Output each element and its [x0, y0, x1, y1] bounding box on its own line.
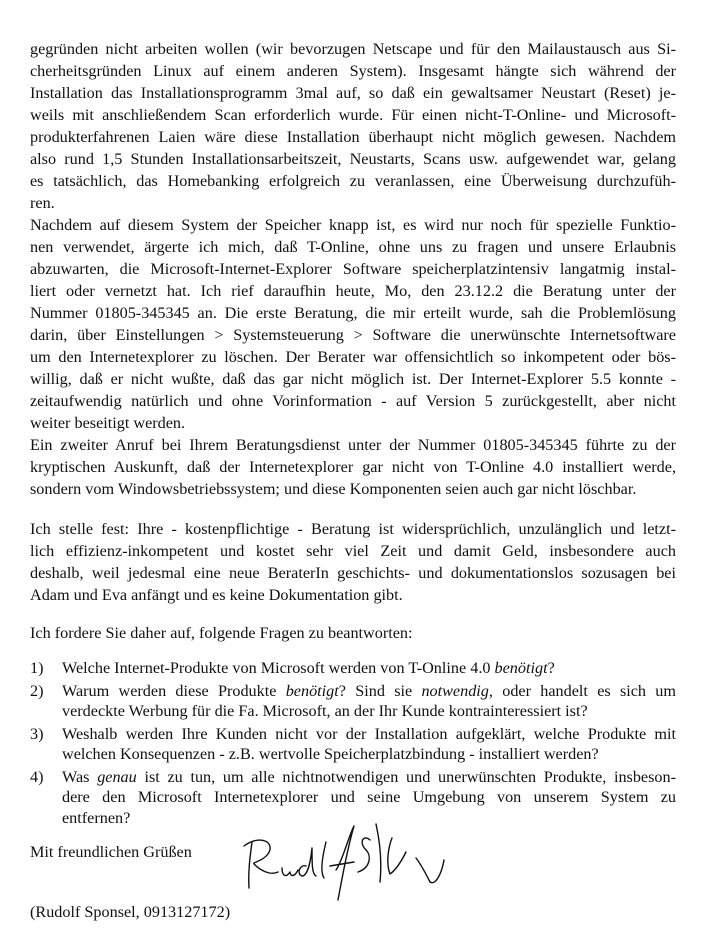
letter-page: [30, 0, 708, 945]
text-line: um den Internetexplorer zu löschen. Der Berater war offensichtlich so inkompetent oder bös-: [30, 348, 676, 366]
text-line: deshalb, weil jedesmal eine neue BeraterIn geschichts- und dokumentationslos sozusagen bei: [30, 564, 676, 582]
text-line: Was genau ist zu tun, um alle nichtnotwendigen und unerwünschten Produkte, insbeson-: [62, 767, 676, 786]
text-line: weils mit anschließendem Scan erforderlich wurde. Für einen nicht-T-Online- und Microsoft-: [30, 106, 676, 124]
text-line: sondern vom Windowsbetriebssystem; und diese Komponenten seien auch gar nicht löschbar.: [30, 480, 637, 498]
question-item: [30, 658, 676, 679]
text-line: lich effizienz-inkompetent und kostet sehr viel Zeit und damit Geld, insbesondere auch: [30, 542, 676, 560]
text-line: dere den Microsoft Internetexplorer und seine Umgebung von unserem System zu: [62, 788, 676, 806]
text-line: welchen Konsequenzen - z.B. wertvolle Speicherplatzbindung - installiert werden?: [62, 745, 599, 763]
text-line: Warum werden diese Produkte benötigt? Sind sie notwendig, oder handelt es sich um: [62, 681, 676, 700]
text-line: willig, daß er nicht wußte, daß das gar nicht möglich ist. Der Internet-Explorer 5.5 konnte -: [30, 370, 676, 388]
paragraph-request: [30, 622, 676, 644]
text-line: entfernen?: [62, 808, 131, 827]
sender-line: (Rudolf Sponsel, 0913127172): [30, 903, 231, 921]
text-line: Adam und Eva anfängt und es keine Dokumentation gibt.: [30, 586, 403, 604]
text-line: verdeckte Werbung für die Fa. Microsoft, an der Ihr Kunde kontrainteressiert ist?: [62, 702, 588, 720]
question-number: 3): [30, 724, 44, 743]
question-list: [30, 658, 676, 830]
closing-greeting: Mit freundlichen Grüßen: [30, 843, 192, 861]
text-line: ren.: [30, 194, 55, 212]
paragraph-statement: [30, 518, 676, 606]
text-line: also rund 1,5 Stunden Installationsarbeitszeit, Neustarts, Scans usw. aufgewendet war, gelang: [30, 150, 676, 168]
text-line: produkterfahrenen Laien wäre diese Installation überhaupt nicht möglich gewesen. Nachdem: [30, 128, 676, 146]
text-line: gegründen nicht arbeiten wollen (wir bevorzugen Netscape und für den Mailaustausch aus Si-: [30, 40, 676, 58]
text-line: Ich stelle fest: Ihre - kostenpflichtige - Beratung ist widersprüchlich, unzulänglich und letzt-: [30, 520, 676, 538]
signature-image: [230, 812, 460, 912]
question-number: 1): [30, 659, 44, 677]
text-line: Weshalb werden Ihre Kunden nicht vor der Installation aufgeklärt, welche Produkte mit: [62, 724, 676, 743]
text-line: Ein zweiter Anruf bei Ihrem Beratungsdienst unter der Nummer 01805-345345 führte zu der: [30, 436, 676, 454]
text-line: es tatsächlich, das Homebanking erfolgreich zu veranlassen, eine Überweisung durchzufüh-: [30, 172, 676, 190]
text-line: Nummer 01805-345345 an. Die erste Beratung, die mir erteilt wurde, sah die Problemlösung: [30, 304, 676, 322]
text-line: cherheitsgründen Linux auf einem anderen System). Insgesamt hängte sich während der: [30, 62, 676, 80]
text-line: kryptischen Auskunft, daß der Internetexplorer gar nicht von T-Online 4.0 installiert werde,: [30, 458, 676, 476]
question-item: [30, 681, 676, 722]
text-line: abzuwarten, die Microsoft-Internet-Explorer Software speicherplatzintensiv langatmig instal-: [30, 260, 676, 278]
paragraph-storage: [30, 214, 676, 434]
text-line: zeitaufwendig natürlich und ohne Vorinformation - auf Version 5 zurückgestellt, aber nicht: [30, 392, 676, 410]
paragraph-second-call: [30, 434, 676, 500]
question-number: 2): [30, 681, 44, 700]
text-line: nen verwendet, ärgerte ich mich, daß T-Online, ohne uns zu fragen und unsere Erlaubnis: [30, 238, 676, 256]
text-line: Welche Internet-Produkte von Microsoft werden von T-Online 4.0 benötigt?: [62, 659, 555, 677]
question-item: [30, 724, 676, 765]
text-line: liert oder vernetzt hat. Ich rief daraufhin heute, Mo, den 23.12.2 die Beratung unter der: [30, 282, 676, 300]
text-line: Ich fordere Sie daher auf, folgende Fragen zu beantworten:: [30, 624, 413, 642]
text-line: Nachdem auf diesem System der Speicher knapp ist, es wird nur noch für spezielle Funktio-: [30, 216, 676, 234]
paragraph-installation: [30, 38, 676, 214]
text-line: weiter beseitigt werden.: [30, 414, 186, 432]
text-line: Installation das Installationsprogramm 3mal auf, so daß ein gewaltsamer Neustart (Reset) je-: [30, 84, 676, 102]
question-number: 4): [30, 767, 44, 786]
text-line: darin, über Einstellungen > Systemsteuerung > Software die unerwünschte Internetsoftware: [30, 326, 676, 344]
